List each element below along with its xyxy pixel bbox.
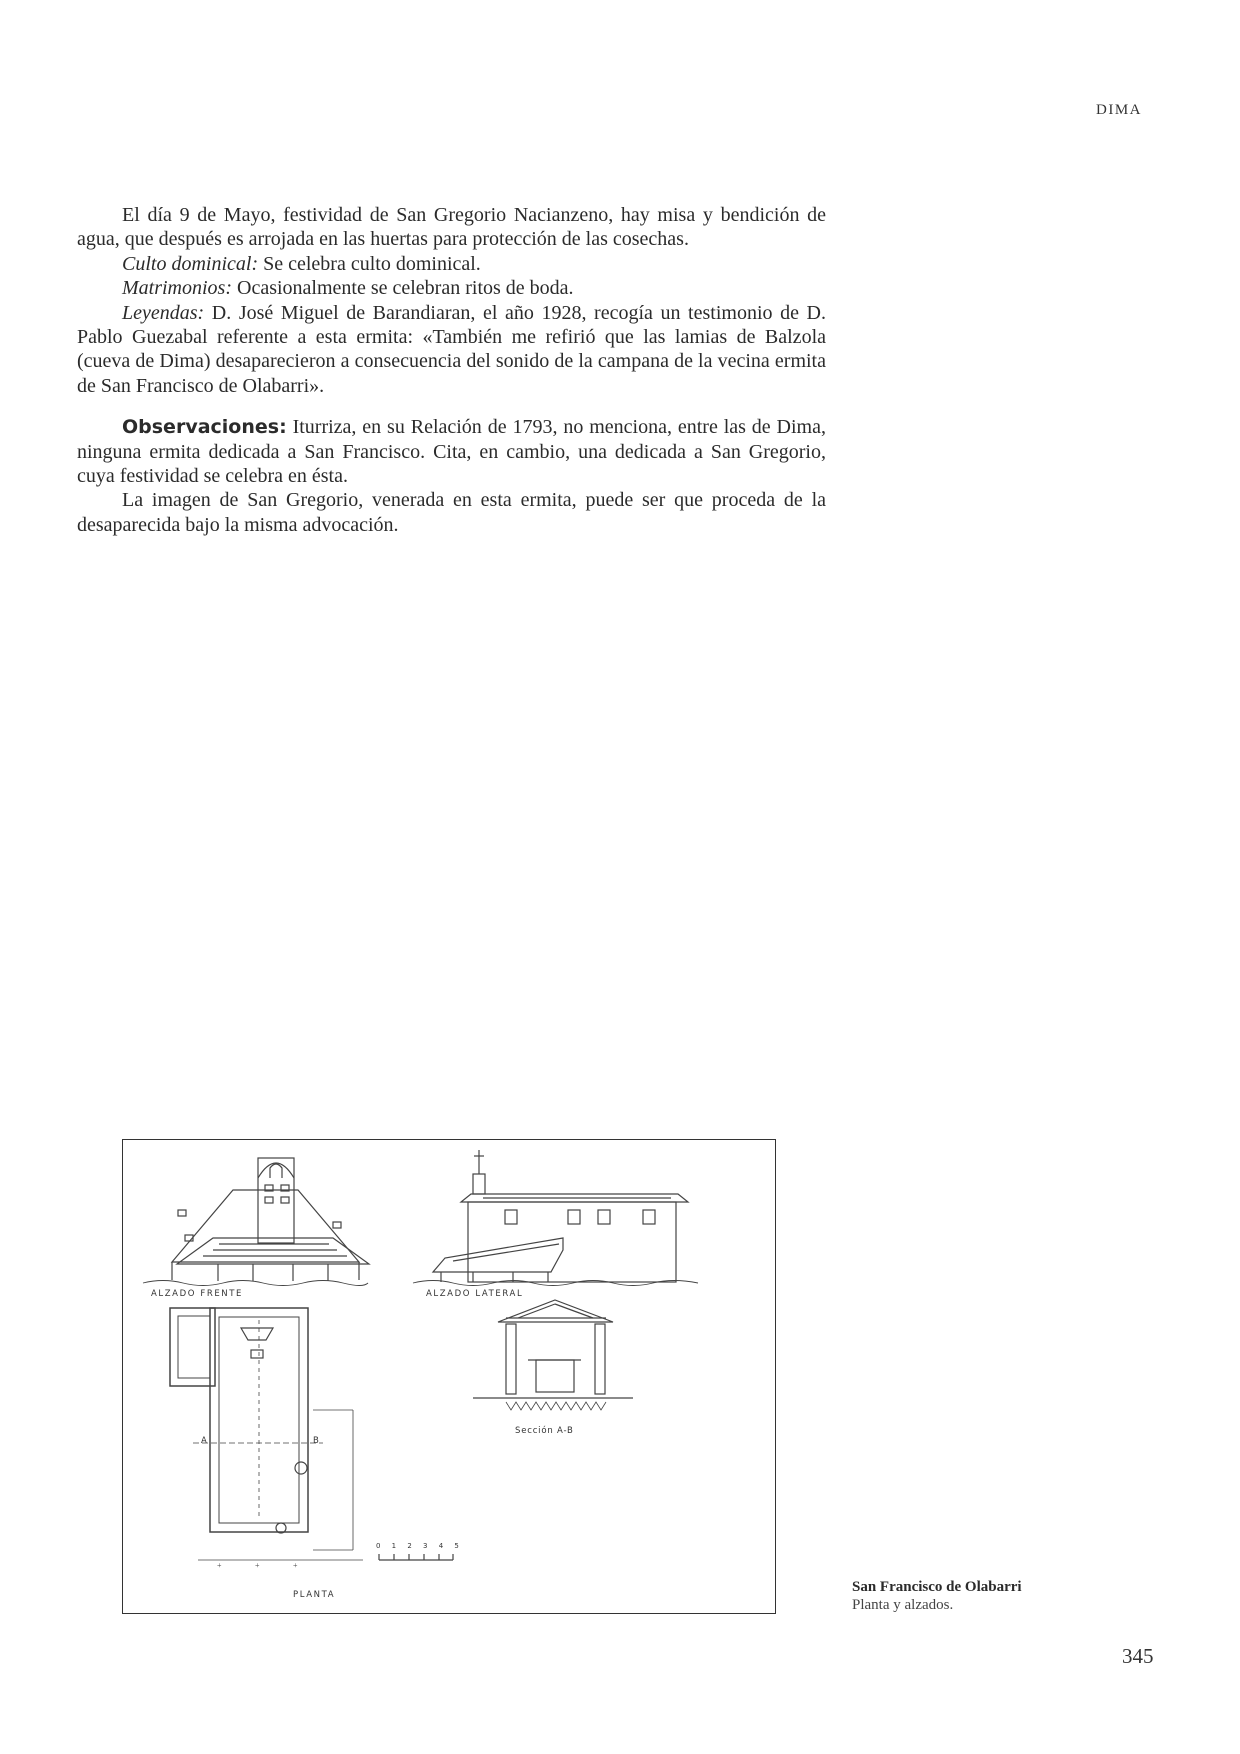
paragraph-imagen: La imagen de San Gregorio, venerada en esta ermita, puede ser que proceda de la desaparecida bajo la misma advocación.: [77, 489, 826, 536]
label-seccion: Sección A-B: [515, 1426, 574, 1436]
label-planta: PLANTA: [293, 1590, 336, 1600]
page-number: 345: [1122, 1644, 1154, 1668]
svg-text:+: +: [217, 1561, 222, 1570]
paragraph-culto: [77, 252, 826, 276]
side-elevation-drawing: [413, 1150, 698, 1286]
paragraph-leyendas: [77, 301, 826, 399]
leyendas-text: D. José Miguel de Barandiaran, el año 1928, recogía un testimonio de D. Pablo Guezabal referente a esta ermita: «También me refirió que las lamias de Balzola (cueva de Dima) desaparecieron a consecuencia del sonido de la campana de la vecina ermita de San Francisco de Olabarri».: [77, 301, 826, 397]
figure-caption: [852, 1578, 1022, 1614]
caption-subtitle: Planta y alzados.: [852, 1597, 954, 1613]
culto-text: Se celebra culto dominical.: [258, 252, 481, 275]
caption-title: San Francisco de Olabarri: [852, 1579, 1022, 1595]
culto-label: Culto dominical:: [122, 252, 259, 275]
label-alzado-frente: ALZADO FRENTE: [151, 1289, 244, 1299]
matrimonios-label: Matrimonios:: [122, 277, 232, 300]
label-scale-ticks: 0 1 2 3 4 5: [376, 1542, 464, 1550]
observaciones-text: Iturriza, en su Relación de 1793, no menciona, entre las de Dima, ninguna ermita dedicada a San Francisco. Cita, en cambio, una dedicada a San Gregorio, cuya festividad se celebra en ésta.: [77, 416, 826, 488]
body-text: [77, 203, 826, 537]
matrimonios-text: Ocasionalmente se celebran ritos de boda.: [232, 277, 574, 300]
paragraph-observaciones: [77, 415, 826, 488]
floor-plan-drawing: [170, 1308, 363, 1570]
architectural-figure: [122, 1139, 776, 1614]
svg-text:+: +: [293, 1561, 298, 1570]
svg-text:+: +: [255, 1561, 260, 1570]
label-point-b: B: [313, 1436, 321, 1446]
paragraph-matrimonios: [77, 276, 826, 300]
label-point-a: A: [201, 1436, 209, 1446]
label-alzado-lateral: ALZADO LATERAL: [426, 1289, 524, 1299]
scale-bar: [379, 1554, 453, 1560]
section-drawing: [473, 1300, 633, 1410]
paragraph-festividad: El día 9 de Mayo, festividad de San Gregorio Nacianzeno, hay misa y bendición de agua, que después es arrojada en las huertas para protección de las cosechas.: [77, 204, 826, 251]
front-elevation-drawing: [143, 1158, 369, 1286]
leyendas-label: Leyendas:: [122, 301, 205, 324]
observaciones-label: Observaciones:: [122, 416, 287, 439]
running-head: DIMA: [1096, 102, 1142, 118]
